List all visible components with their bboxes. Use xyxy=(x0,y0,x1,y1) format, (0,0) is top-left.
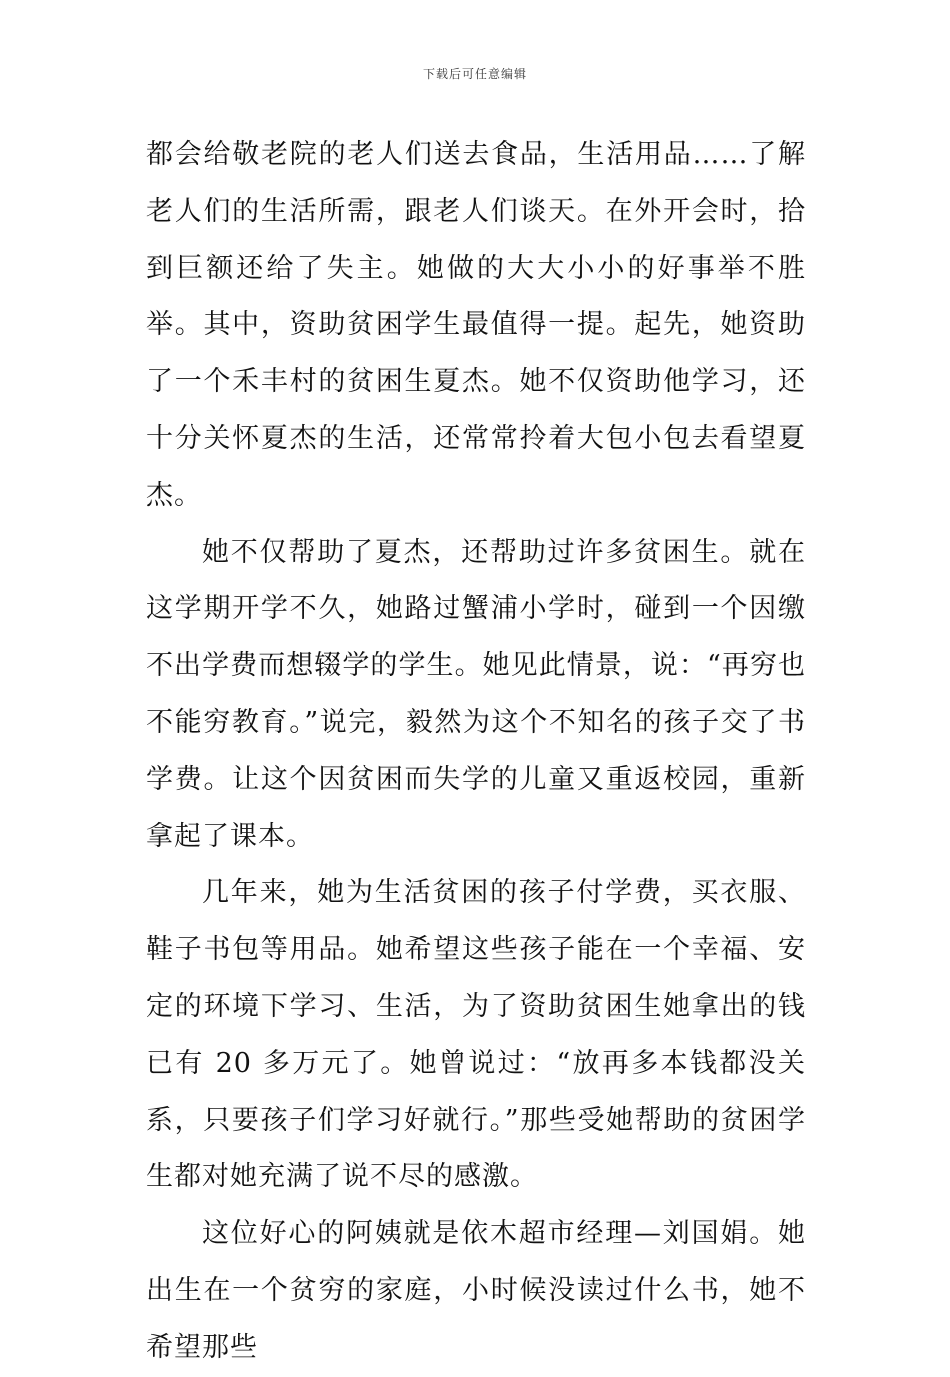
paragraph-1: 都会给敬老院的老人们送去食品，生活用品……了解老人们的生活所需，跟老人们谈天。在外开会时，拾到巨额还给了失主。她做的大大小小的好事举不胜举。其中，资助贫困学生最值得一提。起先，她资助了一个禾丰村的贫困生夏杰。她不仅资助他学习，还十分关怀夏杰的生活，还常常拎着大包小包去看望夏杰。 xyxy=(146,139,806,511)
paragraph-2: 她不仅帮助了夏杰，还帮助过许多贫困生。就在这学期开学不久，她路过蟹浦小学时，碰到一个因缴不出学费而想辍学的学生。她见此情景，说：“再穷也不能穷教育。”说完，毅然为这个不知名的孩子交了书学费。让这个因贫困而失学的儿童又重返校园，重新拿起了课本。 xyxy=(146,536,806,852)
paragraph-3: 几年来，她为生活贫困的孩子付学费，买衣服、鞋子书包等用品。她希望这些孩子能在一个幸福、安定的环境下学习、生活，为了资助贫困生她拿出的钱已有 20 多万元了。她曾说过：“放再多本钱都没关系，只要孩子们学习好就行。”那些受她帮助的贫困学生都对她充满了说不尽的感激。 xyxy=(146,877,806,1193)
paragraph-4: 这位好心的阿姨就是依木超市经理—刘国娟。她出生在一个贫穷的家庭，小时候没读过什么书，她不希望那些 xyxy=(146,1218,806,1363)
page-header: 下载后可任意编辑 xyxy=(422,67,527,81)
body-text xyxy=(146,127,806,1377)
